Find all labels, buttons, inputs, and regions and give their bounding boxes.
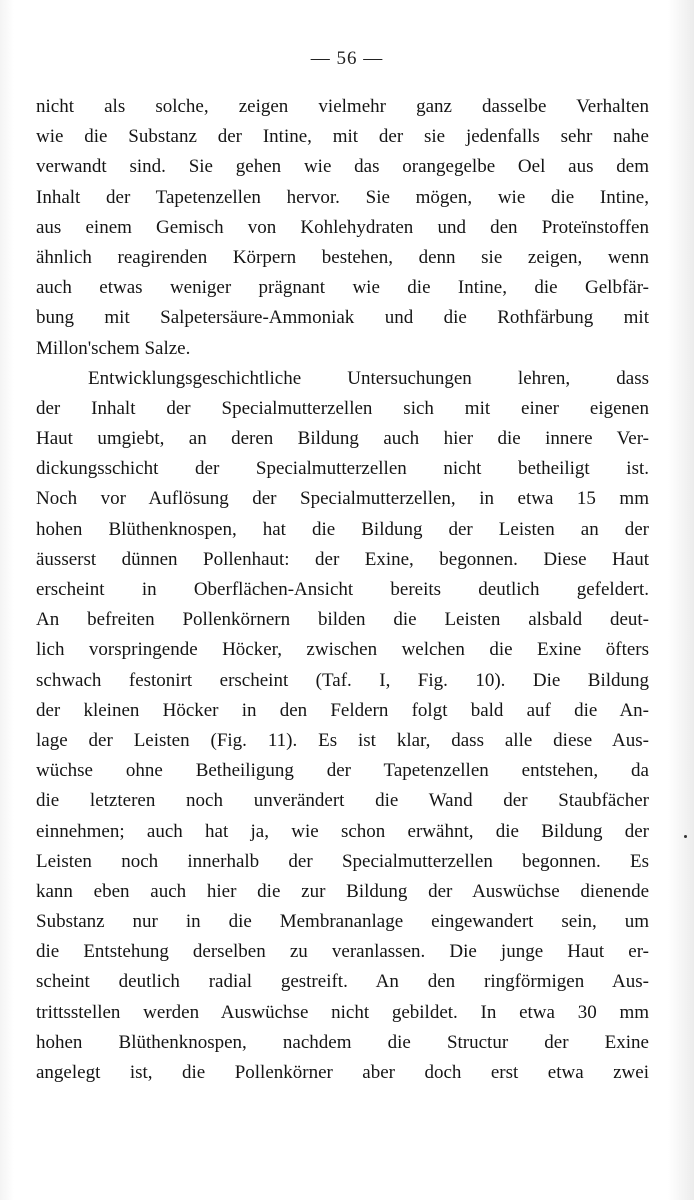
body-text <box>36 92 649 1088</box>
page-number: — 56 — <box>310 48 384 69</box>
text-line: erscheint in Oberflächen-Ansicht bereits deutlich gefeldert. <box>36 579 649 600</box>
text-line: trittsstellen werden Auswüchse nicht gebildet. In etwa 30 mm <box>36 1001 649 1023</box>
text-line: wie die Substanz der Intine, mit der sie jedenfalls sehr nahe <box>36 126 649 148</box>
text-line: auch etwas weniger prägnant wie die Intine, die Gelbfär- <box>36 277 649 299</box>
text-line: der Inhalt der Specialmutterzellen sich mit einer eigenen <box>36 397 649 419</box>
text-line: angelegt ist, die Pollenkörner aber doch erst etwa zwei <box>36 1062 649 1083</box>
text-line: bung mit Salpetersäure-Ammoniak und die Rothfärbung mit <box>36 307 649 329</box>
text-line: der kleinen Höcker in den Feldern folgt bald auf die An- <box>36 699 649 721</box>
text-line-paragraph-end: Millon'schem Salze. <box>36 337 191 359</box>
text-line: kann eben auch hier die zur Bildung der Auswüchse dienende <box>36 880 649 902</box>
text-line: die letzteren noch unverändert die Wand der Staubfächer <box>36 790 649 812</box>
text-line: lage der Leisten (Fig. 11). Es ist klar, dass alle diese Aus- <box>36 729 649 751</box>
text-line: Haut umgiebt, an deren Bildung auch hier die innere Ver- <box>36 428 649 450</box>
text-line: verwandt sind. Sie gehen wie das orangegelbe Oel aus dem <box>36 156 649 178</box>
text-line: hohen Blüthenknospen, nachdem die Structur der Exine <box>36 1031 649 1053</box>
text-line: hohen Blüthenknospen, hat die Bildung der Leisten an der <box>36 518 649 540</box>
text-line: lich vorspringende Höcker, zwischen welchen die Exine öfters <box>36 639 649 661</box>
text-line: Substanz nur in die Membrananlage eingewandert sein, um <box>36 911 649 933</box>
text-line: ähnlich reagirenden Körpern bestehen, denn sie zeigen, wenn <box>36 246 649 268</box>
text-line: schwach festonirt erscheint (Taf. I, Fig. 10). Die Bildung <box>36 669 649 691</box>
text-line: nicht als solche, zeigen vielmehr ganz dasselbe Verhalten <box>36 96 649 117</box>
text-line: die Entstehung derselben zu veranlassen. Die junge Haut er- <box>36 941 649 963</box>
text-line: äusserst dünnen Pollenhaut: der Exine, begonnen. Diese Haut <box>36 548 649 570</box>
text-line: dickungsschicht der Specialmutterzellen nicht betheiligt ist. <box>36 458 649 480</box>
print-speck <box>684 835 687 838</box>
text-line-paragraph-start: Entwicklungsgeschichtliche Untersuchungen lehren, dass <box>88 367 649 389</box>
text-line: wüchse ohne Betheiligung der Tapetenzellen entstehen, da <box>36 760 649 782</box>
text-line: aus einem Gemisch von Kohlehydraten und den Proteïnstoffen <box>36 216 649 238</box>
text-line: einnehmen; auch hat ja, wie schon erwähnt, die Bildung der <box>36 820 649 842</box>
text-line: Noch vor Auflösung der Specialmutterzellen, in etwa 15 mm <box>36 488 649 510</box>
text-line: Inhalt der Tapetenzellen hervor. Sie mögen, wie die Intine, <box>36 186 649 208</box>
text-line: scheint deutlich radial gestreift. An den ringförmigen Aus- <box>36 971 649 993</box>
text-line: Leisten noch innerhalb der Specialmutterzellen begonnen. Es <box>36 850 649 872</box>
text-line: An befreiten Pollenkörnern bilden die Leisten alsbald deut- <box>36 609 649 631</box>
